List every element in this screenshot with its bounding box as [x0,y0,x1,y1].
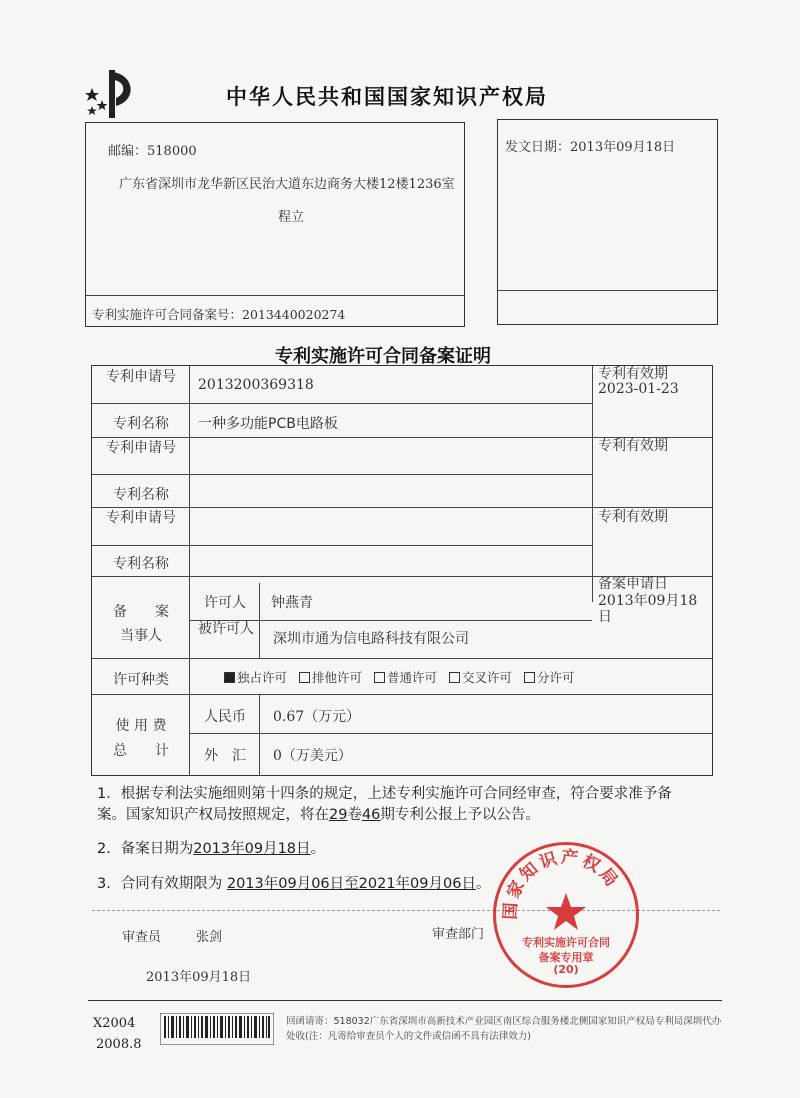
license-type-label: 许可种类 [113,672,169,688]
seal-number: (20) [553,963,579,976]
form-date: 2008.8 [96,1037,142,1052]
note-1-line-2: 案。国家知识产权局按照规定，将在29卷46期专利公报上予以公告。 [97,807,540,823]
record-number: 专利实施许可合同备案号：2013440020274 [92,307,346,322]
license-option-ordinary: 普通许可 [374,670,437,685]
validity-label-1: 专利有效期 [598,366,668,382]
official-seal [493,842,639,988]
licensor-value: 钟燕青 [271,595,313,611]
parties-label-1: 备 案 [113,604,169,620]
reviewer-label: 审查员 [122,930,162,945]
fee-label-2: 总 计 [113,743,169,759]
office-name: 中华人民共和国国家知识产权局 [226,85,548,109]
sign-date: 2013年09月18日 [146,970,252,985]
recipient: 程立 [278,210,305,225]
checkbox-checked-icon [224,672,235,683]
reply-address-line-2: 处收(注：凡寄给审查员个人的文件或信函不具有法律效力) [286,1031,531,1042]
seal-ring-text: 国家知识产权局 [500,847,624,921]
license-option-cross: 交叉许可 [449,670,512,685]
note-1-line-1: 1．根据专利法实施细则第十四条的规定，上述专利实施许可合同经审查，符合要求准予备 [97,786,672,802]
license-type-options [224,668,583,686]
licensor-label: 许可人 [204,595,246,611]
label-application-no-1: 专利申请号 [106,369,176,385]
checkbox-empty-icon [449,672,460,683]
review-dept-label: 审查部门 [432,927,485,942]
reply-address-line-1: 回函请寄：518032广东省深圳市高新技术产业园区南区综合服务楼北侧国家知识产权局专利局深圳代办 [286,1016,722,1027]
label-patent-name-2: 专利名称 [113,487,169,503]
checkbox-empty-icon [374,672,385,683]
fee-label-1: 使 用 费 [115,718,167,734]
certificate-title: 专利实施许可合同备案证明 [275,346,491,367]
seal-star-icon [546,893,586,930]
reviewer-name: 张剑 [196,930,223,945]
application-no-1: 2013200369318 [198,377,314,393]
validity-date-1: 2023-01-23 [598,381,679,397]
form-code: X2004 [93,1016,136,1031]
rmb-value: 0.67（万元） [273,709,361,725]
seal-line-1: 专利实施许可合同 [522,936,610,949]
cnipa-logo-icon [82,66,142,126]
license-option-sub: 分许可 [524,670,575,685]
checkbox-empty-icon [524,672,535,683]
label-patent-name-1: 专利名称 [113,416,169,432]
licensee-label: 被许可人 [198,621,254,637]
filing-date-value: 2013年09月18日 [598,593,698,625]
patent-name-1: 一种多功能PCB电路板 [198,416,338,432]
checkbox-empty-icon [299,672,310,683]
fx-label: 外 汇 [204,748,246,764]
parties-label-2: 当事人 [120,628,162,644]
note-2: 2．备案日期为2013年09月18日。 [97,841,326,857]
label-patent-name-3: 专利名称 [113,556,169,572]
filing-date-label: 备案申请日 [598,576,668,592]
label-application-no-2: 专利申请号 [106,440,176,456]
validity-label-2: 专利有效期 [598,438,668,454]
note-3: 3．合同有效期限为 2013年09月06日至2021年09月06日。 [97,876,491,892]
seal-line-2: 备案专用章 [538,951,594,964]
fx-value: 0（万美元） [273,748,352,764]
barcode-icon [160,1013,274,1045]
certificate-table [91,365,713,776]
rmb-label: 人民币 [204,709,246,725]
licensee-value: 深圳市通为信电路科技有限公司 [273,631,469,647]
license-option-exclusive: 独占许可 [224,670,287,685]
address: 广东省深圳市龙华新区民治大道东边商务大楼12楼1236室 [119,177,455,192]
issue-date: 发文日期：2013年09月18日 [505,140,676,155]
label-application-no-3: 专利申请号 [106,510,176,526]
validity-label-3: 专利有效期 [598,509,668,525]
postcode: 邮编：518000 [108,144,197,159]
license-option-sole: 排他许可 [299,670,362,685]
